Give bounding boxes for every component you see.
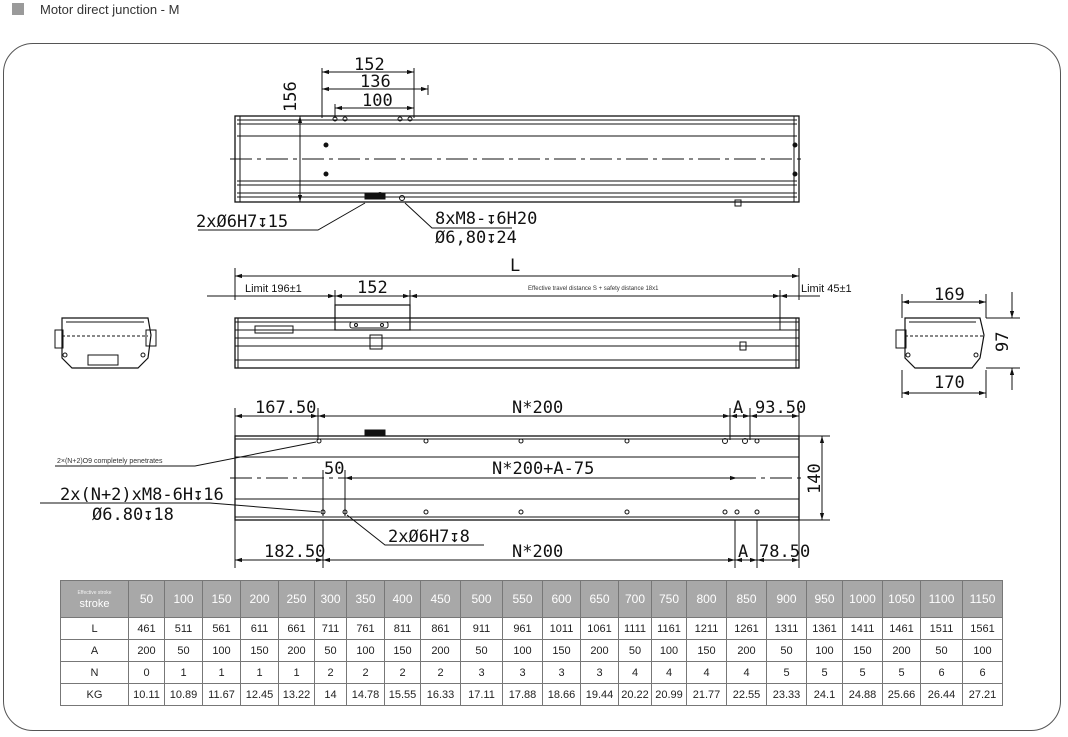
top-dim-136: 136: [360, 72, 391, 92]
top-note-holes-right-1: 8xM8-↧6H20: [435, 209, 538, 229]
stroke-header: 450: [421, 581, 461, 618]
side-dim-L: L: [510, 256, 521, 276]
row-label: L: [61, 618, 129, 640]
table-cell: 1061: [581, 618, 619, 640]
table-cell: 200: [421, 640, 461, 662]
table-cell: 861: [421, 618, 461, 640]
table-cell: 100: [503, 640, 543, 662]
stroke-header: 800: [687, 581, 727, 618]
table-cell: 3: [503, 662, 543, 684]
table-cell: 3: [461, 662, 503, 684]
table-cell: 2: [347, 662, 385, 684]
bottom-dim-n200-bottom: N*200: [512, 542, 564, 562]
bottom-dim-93-50: 93.50: [755, 398, 807, 418]
table-row: [61, 640, 1003, 662]
table-cell: 1: [241, 662, 279, 684]
table-cell: 27.21: [963, 684, 1003, 706]
row-label: KG: [61, 684, 129, 706]
stroke-header: 900: [767, 581, 807, 618]
top-dim-156: 156: [281, 81, 301, 112]
table-cell: 761: [347, 618, 385, 640]
table-cell: 50: [315, 640, 347, 662]
table-cell: 200: [727, 640, 767, 662]
table-cell: 6: [921, 662, 963, 684]
table-cell: 561: [203, 618, 241, 640]
table-cell: 17.88: [503, 684, 543, 706]
table-cell: 200: [581, 640, 619, 662]
table-cell: 2: [421, 662, 461, 684]
table-cell: 11.67: [203, 684, 241, 706]
table-cell: 6: [963, 662, 1003, 684]
row-label: N: [61, 662, 129, 684]
table-cell: 150: [543, 640, 581, 662]
table-cell: 150: [843, 640, 883, 662]
stroke-header: 700: [619, 581, 652, 618]
table-cell: 511: [165, 618, 203, 640]
table-cell: 811: [385, 618, 421, 640]
stroke-header: 750: [652, 581, 687, 618]
side-limit-left: Limit 196±1: [245, 283, 302, 295]
table-cell: 5: [883, 662, 921, 684]
stroke-header: 50: [129, 581, 165, 618]
bottom-note-holes-1: 2x(N+2)xM8-6H↧16: [60, 485, 224, 505]
stroke-header: 1000: [843, 581, 883, 618]
bottom-dim-182-50: 182.50: [264, 542, 326, 562]
table-cell: 1461: [883, 618, 921, 640]
table-cell: 1111: [619, 618, 652, 640]
table-cell: 200: [129, 640, 165, 662]
bottom-dim-78-50: 78.50: [759, 542, 811, 562]
section-title: Motor direct junction - M: [40, 1, 180, 17]
corner-label: stroke: [79, 598, 110, 610]
table-row: [61, 618, 1003, 640]
stroke-header: 1100: [921, 581, 963, 618]
table-cell: 12.45: [241, 684, 279, 706]
table-cell: 1: [165, 662, 203, 684]
stroke-header: 950: [807, 581, 843, 618]
table-cell: 23.33: [767, 684, 807, 706]
table-cell: 1211: [687, 618, 727, 640]
table-cell: 5: [843, 662, 883, 684]
table-cell: 50: [619, 640, 652, 662]
end-view-left: [55, 318, 156, 368]
stroke-header: 400: [385, 581, 421, 618]
table-cell: 2: [385, 662, 421, 684]
table-cell: 50: [165, 640, 203, 662]
stroke-header: 550: [503, 581, 543, 618]
stroke-header: 350: [347, 581, 385, 618]
end-dim-170: 170: [934, 373, 965, 393]
table-row: [61, 662, 1003, 684]
stroke-header: 500: [461, 581, 503, 618]
table-cell: 15.55: [385, 684, 421, 706]
table-cell: 21.77: [687, 684, 727, 706]
table-cell: 17.11: [461, 684, 503, 706]
table-cell: 22.55: [727, 684, 767, 706]
bottom-dim-50: 50: [324, 459, 345, 479]
bottom-dim-A-bottom: A: [738, 542, 749, 562]
stroke-header: 1050: [883, 581, 921, 618]
side-limit-right: Limit 45±1: [801, 283, 852, 295]
bottom-note-holes-2: Ø6.80↧18: [92, 505, 174, 525]
bottom-dim-n200-top: N*200: [512, 398, 564, 418]
table-cell: 661: [279, 618, 315, 640]
top-dim-100: 100: [362, 91, 393, 111]
side-dim-152: 152: [357, 278, 388, 298]
table-cell: 10.89: [165, 684, 203, 706]
stroke-header: 150: [203, 581, 241, 618]
table-cell: 4: [619, 662, 652, 684]
table-cell: 16.33: [421, 684, 461, 706]
table-cell: 100: [807, 640, 843, 662]
side-effective-note: Effective travel distance S + safety distance 18x1: [528, 286, 659, 292]
table-cell: 14.78: [347, 684, 385, 706]
table-cell: 20.99: [652, 684, 687, 706]
bottom-dim-140: 140: [805, 463, 825, 494]
end-dim-169: 169: [934, 285, 965, 305]
table-cell: 1: [279, 662, 315, 684]
table-cell: 3: [581, 662, 619, 684]
stroke-header: 300: [315, 581, 347, 618]
top-note-holes-right-2: Ø6,80↧24: [435, 228, 517, 248]
bottom-dim-167-50: 167.50: [255, 398, 317, 418]
table-cell: 1361: [807, 618, 843, 640]
table-cell: 100: [347, 640, 385, 662]
table-corner-cell: [61, 581, 129, 618]
table-cell: 961: [503, 618, 543, 640]
table-cell: 150: [385, 640, 421, 662]
table-cell: 1311: [767, 618, 807, 640]
table-cell: 4: [652, 662, 687, 684]
top-dim-152: 152: [354, 55, 385, 75]
table-cell: 1411: [843, 618, 883, 640]
table-cell: 100: [203, 640, 241, 662]
table-cell: 25.66: [883, 684, 921, 706]
table-cell: 1011: [543, 618, 581, 640]
stroke-header: 850: [727, 581, 767, 618]
table-cell: 26.44: [921, 684, 963, 706]
table-cell: 1561: [963, 618, 1003, 640]
table-cell: 4: [727, 662, 767, 684]
table-cell: 50: [461, 640, 503, 662]
table-cell: 611: [241, 618, 279, 640]
table-cell: 50: [767, 640, 807, 662]
table-cell: 5: [807, 662, 843, 684]
bottom-dim-n200-a75: N*200+A-75: [492, 459, 595, 479]
table-cell: 13.22: [279, 684, 315, 706]
table-cell: 19.44: [581, 684, 619, 706]
table-cell: 24.88: [843, 684, 883, 706]
top-note-holes-left: 2xØ6H7↧15: [196, 212, 289, 232]
stroke-spec-table: [60, 580, 1003, 706]
stroke-header: 200: [241, 581, 279, 618]
table-cell: 1511: [921, 618, 963, 640]
table-cell: 150: [241, 640, 279, 662]
stroke-header: 1150: [963, 581, 1003, 618]
table-cell: 4: [687, 662, 727, 684]
table-cell: 200: [883, 640, 921, 662]
bottom-note-holes-3: 2xØ6H7↧8: [388, 527, 470, 547]
table-cell: 24.1: [807, 684, 843, 706]
table-header-row: [61, 581, 1003, 618]
table-cell: 1261: [727, 618, 767, 640]
table-cell: 5: [767, 662, 807, 684]
bottom-note-penetrates: 2×(N+2)O9 completely penetrates: [57, 458, 163, 465]
table-cell: 911: [461, 618, 503, 640]
end-dim-97: 97: [993, 331, 1013, 352]
table-cell: 14: [315, 684, 347, 706]
table-cell: 100: [963, 640, 1003, 662]
table-cell: 711: [315, 618, 347, 640]
table-cell: 50: [921, 640, 963, 662]
stroke-header: 650: [581, 581, 619, 618]
table-cell: 20.22: [619, 684, 652, 706]
table-row: [61, 684, 1003, 706]
table-cell: 10.11: [129, 684, 165, 706]
table-cell: 461: [129, 618, 165, 640]
table-cell: 3: [543, 662, 581, 684]
table-cell: 200: [279, 640, 315, 662]
corner-small-label: Effective stroke: [77, 590, 112, 596]
table-cell: 18.66: [543, 684, 581, 706]
table-body: [61, 618, 1003, 706]
table-cell: 100: [652, 640, 687, 662]
table-cell: 1: [203, 662, 241, 684]
table-cell: 2: [315, 662, 347, 684]
stroke-header: 100: [165, 581, 203, 618]
table-cell: 0: [129, 662, 165, 684]
bottom-dim-A-top: A: [733, 398, 744, 418]
table-cell: 1161: [652, 618, 687, 640]
stroke-header: 250: [279, 581, 315, 618]
table-cell: 150: [687, 640, 727, 662]
stroke-header: 600: [543, 581, 581, 618]
row-label: A: [61, 640, 129, 662]
